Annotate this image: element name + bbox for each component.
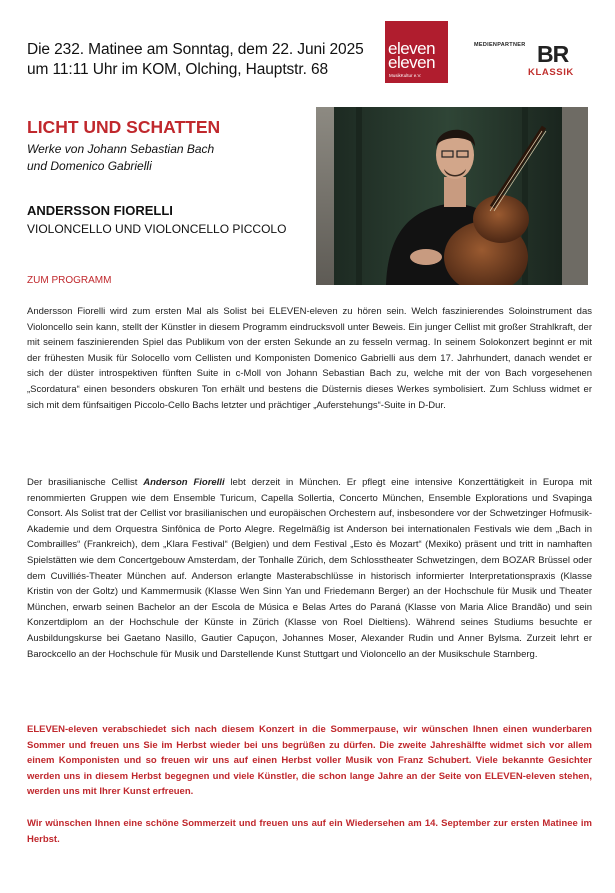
bio-prefix: Der brasilianische Cellist	[27, 477, 144, 488]
closing-paragraph: Wir wünschen Ihnen eine schöne Sommerzeit und freuen uns auf ein Wiedersehen am 14. September zur ersten Matinee im Herbst.	[27, 818, 592, 845]
artist-name: ANDERSSON FIORELLI	[27, 203, 173, 218]
br-klassik-label: KLASSIK	[528, 67, 574, 78]
event-venue-line: um 11:11 Uhr im KOM, Olching, Hauptstr. 68	[27, 61, 329, 78]
cellist-photo	[316, 107, 588, 285]
logo-word-top: eleven	[388, 39, 436, 58]
media-partner-label: MEDIENPARTNER	[474, 42, 526, 48]
intro-paragraph: Andersson Fiorelli wird zum ersten Mal als Solist bei ELEVEN-eleven zu hören sein. Welch faszinierendes Soloinstrument das Violoncello sein kann, stellt der Künstler in diesem Programm eindrucksvoll unter Beweis. Ein junger Cellist mit großer Strahlkraft, der mit seinem faszinierenden Spiel das Publikum von der ersten Sekunde an zu fesseln vermag. In seinem Solokonzert beginnt er mit der frühesten Musik für Solocello vom Cellisten und Komponisten Domenico Gabrielli aus dem 17. Jahrhundert, danach wendet er sich der düster introspektiven fünften Suite in c-Moll von Johann Sebastian Bach zu, welche mit der von Bach vorgesehenen „Scordatura“ einen besonders obskuren Ton erhält und bestens die Düsternis dieses Werkes symbolisiert. Zum Schluss widmet er sich mit dem fünfsaitigen Piccolo-Cello Bachs letzter und prächtiger „Auferstehungs“-Suite in D-Dur.	[27, 306, 592, 411]
bio-text: lebt derzeit in München. Er pflegt eine intensive Konzerttätigkeit in Europa mit renommierten Gruppen wie dem Ensemble Turicum, Capella Sollertia, Concerto München, Ensemble Explorations und Svapinga Consort. Als Solist trat der Cellist vor brasilianischen und europäischen Orchestern auf, insbesondere vor der Schwetzinger Hofmusik-Akademie und dem Orquestra Sinfônica de Porto Alegre. Regelmäßig ist Anderson bei internationalen Festivals wie dem „Bach in Combrailles“ (Frankreich), dem „Klara Festival“ (Belgien) und dem Festival „Esto ès Mozart“ (Mexiko) präsent und tritt in namhaften Spielstätten wie dem Concertgebouw Amsterdam, der Tonhalle Zürich, dem Schlosstheater Schwetzingen, dem BOZAR Brüssel oder dem Cuvilliés-Theater München auf. Anderson erlangte Masterabschlüsse in historisch informierter Interpretationspraxis (Klasse Kristin von der Goltz) und Kammermusik (Klasse Wen Sinn Yan und Friedemann Berger) an der Hochschule für Musik und Theater München, erwarb seinen Bachelor an der Escola de Música e Belas Artes do Paraná (Klasse von Maria Alice Brandão) und sein Konzertdiplom an der Hochschule der Künste in Zürich (Klasse von Roel Dieltiens). Während seines Studiums besuchte er Ausbildungskurse bei Gaetano Nasillo, Gautier Capuçon, Johannes Moser, Alexander Rudin und Anner Bylsma. Zurzeit lehrt er Barockcello an der Hochschule für Musik und Darstellende Kunst Stuttgart und Violoncello an der Musikschule Starnberg.	[27, 477, 593, 660]
concert-title: LICHT UND SCHATTEN	[27, 117, 221, 137]
bio-paragraph	[27, 475, 592, 662]
logo-subtitle: MusikKultur e.V.	[389, 73, 422, 78]
logo-word-bottom: eleven	[388, 53, 436, 72]
artist-instruments: VIOLONCELLO UND VIOLONCELLO PICCOLO	[27, 222, 287, 236]
program-link[interactable]: ZUM PROGRAMM	[27, 275, 112, 286]
eleven-eleven-logo	[385, 21, 448, 83]
event-date-line: Die 232. Matinee am Sonntag, dem 22. Juni 2025	[27, 41, 364, 58]
concert-subtitle-line-1: Werke von Johann Sebastian Bach	[27, 142, 215, 156]
summer-break-paragraph: ELEVEN-eleven verabschiedet sich nach diesem Konzert in die Sommerpause, wir wünschen Ihnen einen wunderbaren Sommer und freuen uns Sie im Herbst wieder bei uns begrüßen zu dürfen. Die zweite Jahreshälfte widmet sich vor allem einem Komponisten und so freuen wir uns auf einen Herbst voller Musik von Franz Schubert. Viele bekannte Gesichter werden uns in diesem Herbst begegnen und viele Künstler, die schon lange Jahre an der Seite von ELEVEN-eleven stehen, werden uns mit Ihrer Kunst erfreuen.	[27, 724, 592, 798]
br-logo: BR	[537, 41, 569, 67]
bio-artist-name: Anderson Fiorelli	[143, 477, 225, 488]
concert-subtitle-line-2: und Domenico Gabrielli	[27, 159, 152, 173]
